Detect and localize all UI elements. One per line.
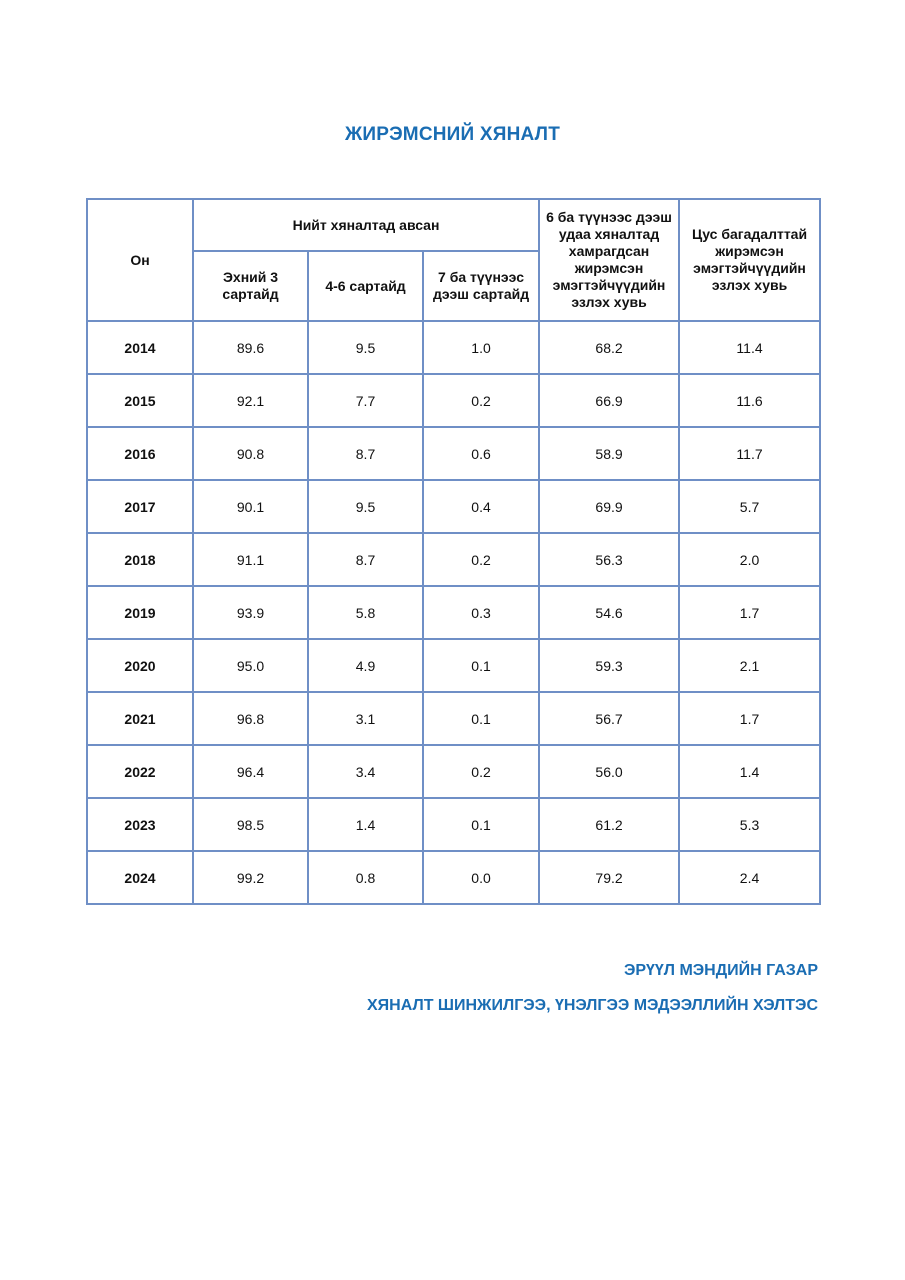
header-total-monitored: Нийт хяналтад авсан — [193, 199, 539, 251]
cell-six-plus: 68.2 — [539, 321, 679, 374]
table-row — [87, 851, 820, 904]
cell-anemia: 2.0 — [679, 533, 820, 586]
cell-m4to6: 3.1 — [308, 692, 423, 745]
table-row — [87, 639, 820, 692]
cell-m7plus: 0.0 — [423, 851, 539, 904]
table-row — [87, 533, 820, 586]
cell-m4to6: 9.5 — [308, 321, 423, 374]
cell-anemia: 11.4 — [679, 321, 820, 374]
cell-m4to6: 4.9 — [308, 639, 423, 692]
cell-m7plus: 0.1 — [423, 692, 539, 745]
cell-m4to6: 1.4 — [308, 798, 423, 851]
cell-year: 2023 — [87, 798, 193, 851]
table-row — [87, 692, 820, 745]
cell-first3: 91.1 — [193, 533, 308, 586]
cell-m7plus: 0.3 — [423, 586, 539, 639]
cell-m4to6: 3.4 — [308, 745, 423, 798]
cell-m4to6: 7.7 — [308, 374, 423, 427]
cell-first3: 95.0 — [193, 639, 308, 692]
cell-m7plus: 0.2 — [423, 374, 539, 427]
table-header-row-1 — [87, 199, 820, 251]
cell-anemia: 2.4 — [679, 851, 820, 904]
cell-m4to6: 8.7 — [308, 427, 423, 480]
cell-six-plus: 79.2 — [539, 851, 679, 904]
cell-m7plus: 0.1 — [423, 798, 539, 851]
header-anemia: Цус багадалттай жирэмсэн эмэгтэйчүүдийн эзлэх хувь — [679, 199, 820, 321]
cell-six-plus: 66.9 — [539, 374, 679, 427]
cell-anemia: 2.1 — [679, 639, 820, 692]
header-six-plus-visits: 6 ба түүнээс дээш удаа хяналтад хамрагдсан жирэмсэн эмэгтэйчүүдийн эзлэх хувь — [539, 199, 679, 321]
header-4-6-months: 4-6 сартайд — [308, 251, 423, 321]
cell-six-plus: 61.2 — [539, 798, 679, 851]
header-7-plus-months: 7 ба түүнээс дээш сартайд — [423, 251, 539, 321]
cell-year: 2021 — [87, 692, 193, 745]
cell-first3: 99.2 — [193, 851, 308, 904]
cell-m4to6: 0.8 — [308, 851, 423, 904]
cell-anemia: 5.3 — [679, 798, 820, 851]
cell-m4to6: 9.5 — [308, 480, 423, 533]
cell-six-plus: 59.3 — [539, 639, 679, 692]
cell-six-plus: 56.3 — [539, 533, 679, 586]
cell-year: 2022 — [87, 745, 193, 798]
cell-m7plus: 0.6 — [423, 427, 539, 480]
cell-six-plus: 56.0 — [539, 745, 679, 798]
cell-six-plus: 56.7 — [539, 692, 679, 745]
cell-year: 2019 — [87, 586, 193, 639]
cell-year: 2015 — [87, 374, 193, 427]
cell-anemia: 5.7 — [679, 480, 820, 533]
cell-m4to6: 8.7 — [308, 533, 423, 586]
pregnancy-monitoring-table — [86, 198, 821, 905]
table-row — [87, 798, 820, 851]
header-year: Он — [87, 199, 193, 321]
cell-year: 2017 — [87, 480, 193, 533]
cell-anemia: 1.4 — [679, 745, 820, 798]
cell-year: 2020 — [87, 639, 193, 692]
cell-anemia: 1.7 — [679, 586, 820, 639]
cell-anemia: 11.7 — [679, 427, 820, 480]
table-row — [87, 374, 820, 427]
cell-m7plus: 0.1 — [423, 639, 539, 692]
cell-m4to6: 5.8 — [308, 586, 423, 639]
table-row — [87, 321, 820, 374]
cell-six-plus: 69.9 — [539, 480, 679, 533]
cell-year: 2024 — [87, 851, 193, 904]
cell-m7plus: 1.0 — [423, 321, 539, 374]
table-row — [87, 480, 820, 533]
cell-m7plus: 0.4 — [423, 480, 539, 533]
cell-year: 2014 — [87, 321, 193, 374]
cell-first3: 92.1 — [193, 374, 308, 427]
cell-m7plus: 0.2 — [423, 533, 539, 586]
cell-year: 2016 — [87, 427, 193, 480]
cell-year: 2018 — [87, 533, 193, 586]
footer-division: ХЯНАЛТ ШИНЖИЛГЭЭ, ҮНЭЛГЭЭ МЭДЭЭЛЛИЙН ХЭЛТЭС — [366, 997, 818, 1014]
cell-six-plus: 54.6 — [539, 586, 679, 639]
cell-first3: 96.8 — [193, 692, 308, 745]
cell-first3: 96.4 — [193, 745, 308, 798]
footer-department: ЭРҮҮЛ МЭНДИЙН ГАЗАР — [623, 962, 818, 979]
cell-first3: 89.6 — [193, 321, 308, 374]
cell-first3: 90.8 — [193, 427, 308, 480]
cell-m7plus: 0.2 — [423, 745, 539, 798]
cell-first3: 93.9 — [193, 586, 308, 639]
cell-first3: 98.5 — [193, 798, 308, 851]
cell-six-plus: 58.9 — [539, 427, 679, 480]
page-title: ЖИРЭМСНИЙ ХЯНАЛТ — [344, 124, 561, 145]
cell-anemia: 11.6 — [679, 374, 820, 427]
cell-anemia: 1.7 — [679, 692, 820, 745]
cell-first3: 90.1 — [193, 480, 308, 533]
header-first-3-months: Эхний 3 сартайд — [193, 251, 308, 321]
table-body — [87, 321, 820, 904]
table-row — [87, 586, 820, 639]
table-row — [87, 745, 820, 798]
table-row — [87, 427, 820, 480]
